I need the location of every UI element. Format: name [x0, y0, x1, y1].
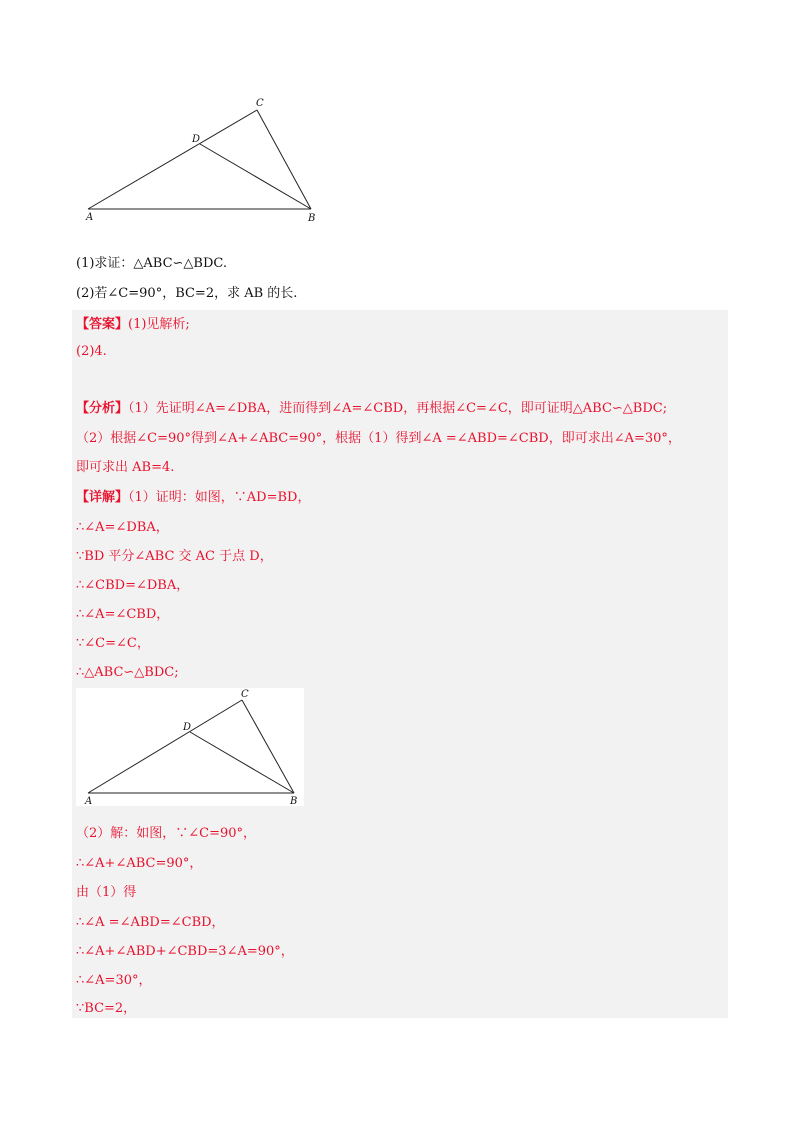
- label-d-2: D: [183, 722, 192, 733]
- label-b: B: [308, 213, 316, 224]
- segment-ac-2: [88, 700, 242, 793]
- segment-db-2: [190, 732, 294, 793]
- part2-line-3: 由（1）得: [76, 885, 137, 900]
- triangle-figure-top: [76, 92, 326, 227]
- analysis-line-2: （2）根据∠C=90°得到∠A+∠ABC=90°，根据（1）得到∠A =∠ABD=∠CBD，即可求出∠A=30°，: [76, 431, 681, 446]
- answer-text-1: (1)见解析;: [128, 317, 190, 332]
- part2-line-1: （2）解：如图，∵∠C=90°，: [76, 826, 257, 841]
- label-a: A: [86, 212, 94, 223]
- detail-text-1: （1）证明：如图，∵AD=BD，: [128, 490, 311, 505]
- detail-line-7: ∴△ABC∽△BDC;: [76, 665, 179, 680]
- segment-ac: [88, 110, 257, 209]
- analysis-text-1: （1）先证明∠A=∠DBA，进而得到∠A=∠CBD，再根据∠C=∠C，即可证明△ABC∽△BDC;: [128, 401, 668, 416]
- answer-line-2: (2)4.: [76, 344, 107, 359]
- part2-line-4: ∴∠A =∠ABD=∠CBD，: [76, 915, 225, 930]
- answer-tag: 【答案】: [76, 317, 129, 332]
- answer-line-1: [76, 316, 190, 334]
- label-b-2: B: [290, 796, 298, 806]
- triangle-figure-solution: [76, 688, 304, 806]
- detail-line-1: [76, 489, 310, 507]
- detail-line-6: ∵∠C=∠C，: [76, 636, 150, 651]
- detail-line-3: ∵BD 平分∠ABC 交 AC 于点 D，: [76, 549, 273, 564]
- part2-line-7: ∵BC=2，: [76, 1001, 137, 1016]
- segment-cb-2: [242, 700, 294, 793]
- part2-line-6: ∴∠A=30°，: [76, 973, 152, 988]
- label-c-2: C: [241, 689, 249, 700]
- analysis-tag: 【分析】: [76, 401, 129, 416]
- detail-line-2: ∴∠A=∠DBA，: [76, 520, 169, 535]
- segment-cb: [257, 110, 311, 209]
- detail-line-5: ∴∠A=∠CBD，: [76, 607, 170, 622]
- label-c: C: [256, 98, 264, 109]
- question-2: (2)若∠C=90°，BC=2，求 AB 的长.: [76, 286, 298, 301]
- detail-line-4: ∴∠CBD=∠DBA，: [76, 578, 190, 593]
- label-a-2: A: [85, 796, 93, 806]
- label-d: D: [192, 134, 201, 145]
- analysis-line-3: 即可求出 AB=4.: [76, 460, 175, 475]
- segment-db: [200, 144, 311, 209]
- detail-tag: 【详解】: [76, 490, 129, 505]
- part2-line-2: ∴∠A+∠ABC=90°，: [76, 856, 203, 871]
- part2-line-5: ∴∠A+∠ABD+∠CBD=3∠A=90°，: [76, 944, 294, 959]
- question-1: (1)求证：△ABC∽△BDC.: [76, 256, 228, 271]
- analysis-line-1: [76, 400, 667, 418]
